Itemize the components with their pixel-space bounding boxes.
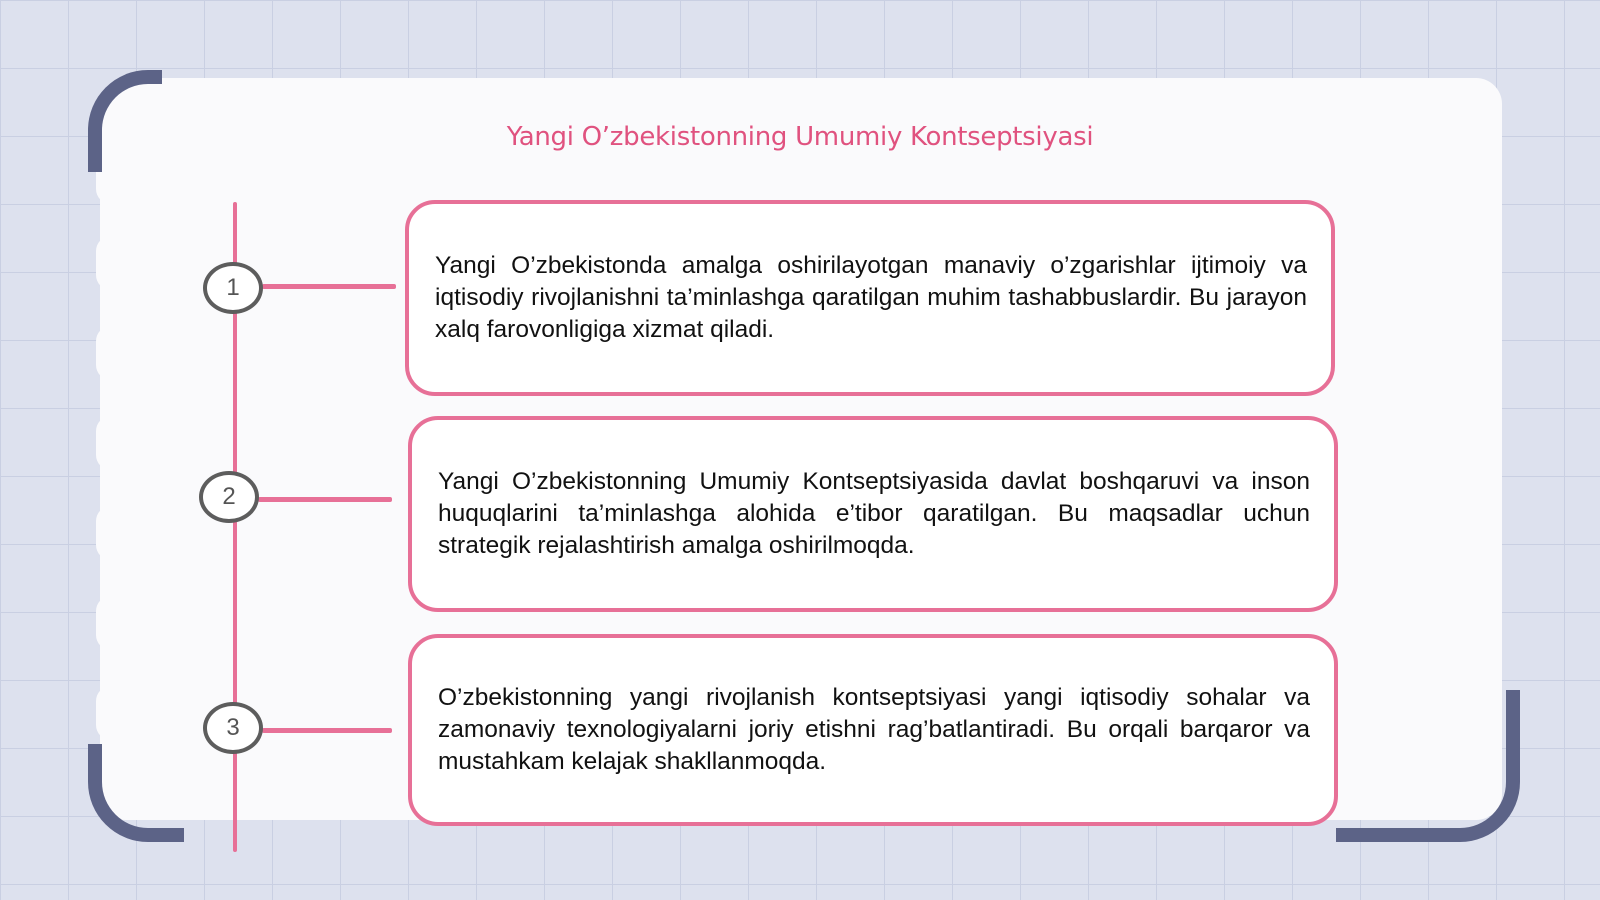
scallop-decoration — [96, 506, 126, 560]
corner-bracket-bottom-right — [1336, 690, 1520, 842]
scallop-decoration — [96, 686, 126, 740]
scallop-decoration — [96, 596, 126, 650]
corner-bracket-top-left — [88, 70, 162, 172]
scallop-decoration — [96, 236, 126, 290]
slide-title: Yangi O’zbekistonning Umumiy Kontseptsiyasi — [506, 122, 1094, 152]
scallop-decoration — [96, 326, 126, 380]
step-connector — [258, 497, 392, 502]
step-number-badge: 2 — [199, 471, 259, 523]
timeline-item-text: Yangi O’zbekistonning Umumiy Kontseptsiyasida davlat boshqaruvi va inson huquqlarini ta’minlashga alohida e’tibor qaratilgan. Bu maqsadlar uchun strategik rejalashtirish amalga oshirilmoqda. — [438, 468, 1310, 559]
timeline-text-box — [408, 416, 1338, 612]
timeline-text-box — [408, 634, 1338, 826]
step-number-badge: 1 — [203, 262, 263, 314]
timeline-item-text: Yangi O’zbekistonda amalga oshirilayotgan manaviy o’zgarishlar ijtimoiy va iqtisodiy rivojlanishni ta’minlashga qaratilgan muhim tashabbuslardir. Bu jarayon xalq farovonligiga xizmat qiladi. — [435, 252, 1307, 343]
corner-bracket-bottom-left — [88, 744, 184, 842]
step-connector — [262, 728, 392, 733]
step-connector — [262, 284, 396, 289]
timeline-text-box — [405, 200, 1335, 396]
scallop-decoration — [96, 416, 126, 470]
timeline-item-text: O’zbekistonning yangi rivojlanish kontseptsiyasi yangi iqtisodiy sohalar va zamonaviy texnologiyalarni joriy etishni rag’batlantiradi. Bu orqali barqaror va mustahkam kelajak shakllanmoqda. — [438, 684, 1310, 775]
step-number-badge: 3 — [203, 702, 263, 754]
